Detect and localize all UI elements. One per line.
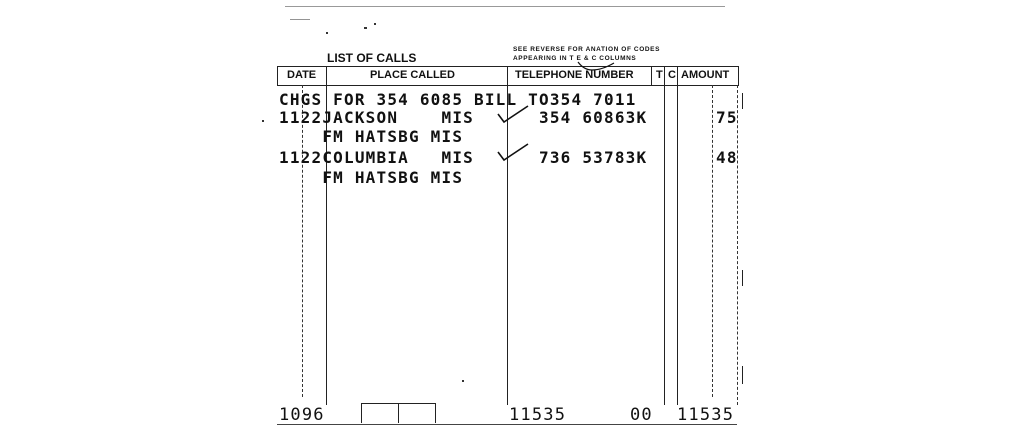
header-divider [507,66,508,85]
scan-artifact-top [285,6,725,7]
header-c: C [668,69,676,81]
margin-mark [742,270,743,286]
reverse-note-line2: APPEARING IN T E & C COLUMNS [513,55,637,62]
margin-mark [742,93,743,109]
call-amount-columbia: 48 [716,148,738,167]
margin-mark [742,366,743,384]
amount-total: 11535 [677,405,735,425]
totals-box-divider [398,404,399,423]
header-row [277,66,739,86]
header-divider [326,66,327,85]
right-edge-line [737,85,738,405]
check-mark-jackson [496,104,530,126]
scan-artifact-top-dash [290,19,310,20]
total-call-count: 1096 [279,405,325,425]
total-cents: 00 [630,405,653,425]
reverse-note-line1: SEE REVERSE FOR ANATION OF CODES [513,46,661,53]
charges-line: CHGS FOR 354 6085 BILL TO354 7011 [279,90,637,109]
header-t: T [656,69,663,81]
call-amount-jackson: 75 [716,108,738,127]
scan-artifact-dot [462,380,464,382]
header-amount: AMOUNT [681,69,730,81]
header-place-called: PLACE CALLED [370,69,455,81]
header-telephone-number: TELEPHONE NUMBER [515,69,634,81]
totals-underline [277,424,737,425]
call-row-jackson: 1122JACKSON MIS 354 60863K [279,108,648,127]
scan-artifact-dot [262,120,264,122]
call-row-columbia: 1122COLUMBIA MIS 736 53783K [279,148,648,167]
header-divider [664,66,665,85]
scan-artifact-dot [374,23,376,25]
call-origin-jackson: FM HATSBG MIS [279,127,464,146]
telephone-total: 11535 [509,405,567,425]
form-title: LIST OF CALLS [327,51,417,65]
t-column-line [664,85,665,405]
scan-artifact-dot [364,27,367,29]
c-column-line [677,85,678,405]
call-origin-columbia: FM HATSBG MIS [279,168,464,187]
telephone-column-line [507,85,508,405]
header-date: DATE [287,69,317,81]
header-scribble [576,60,616,72]
amount-column-line [712,85,713,397]
header-divider [677,66,678,85]
scan-artifact-dot [326,32,328,34]
header-divider [651,66,652,85]
totals-box [361,403,436,423]
check-mark-columbia [496,142,530,164]
